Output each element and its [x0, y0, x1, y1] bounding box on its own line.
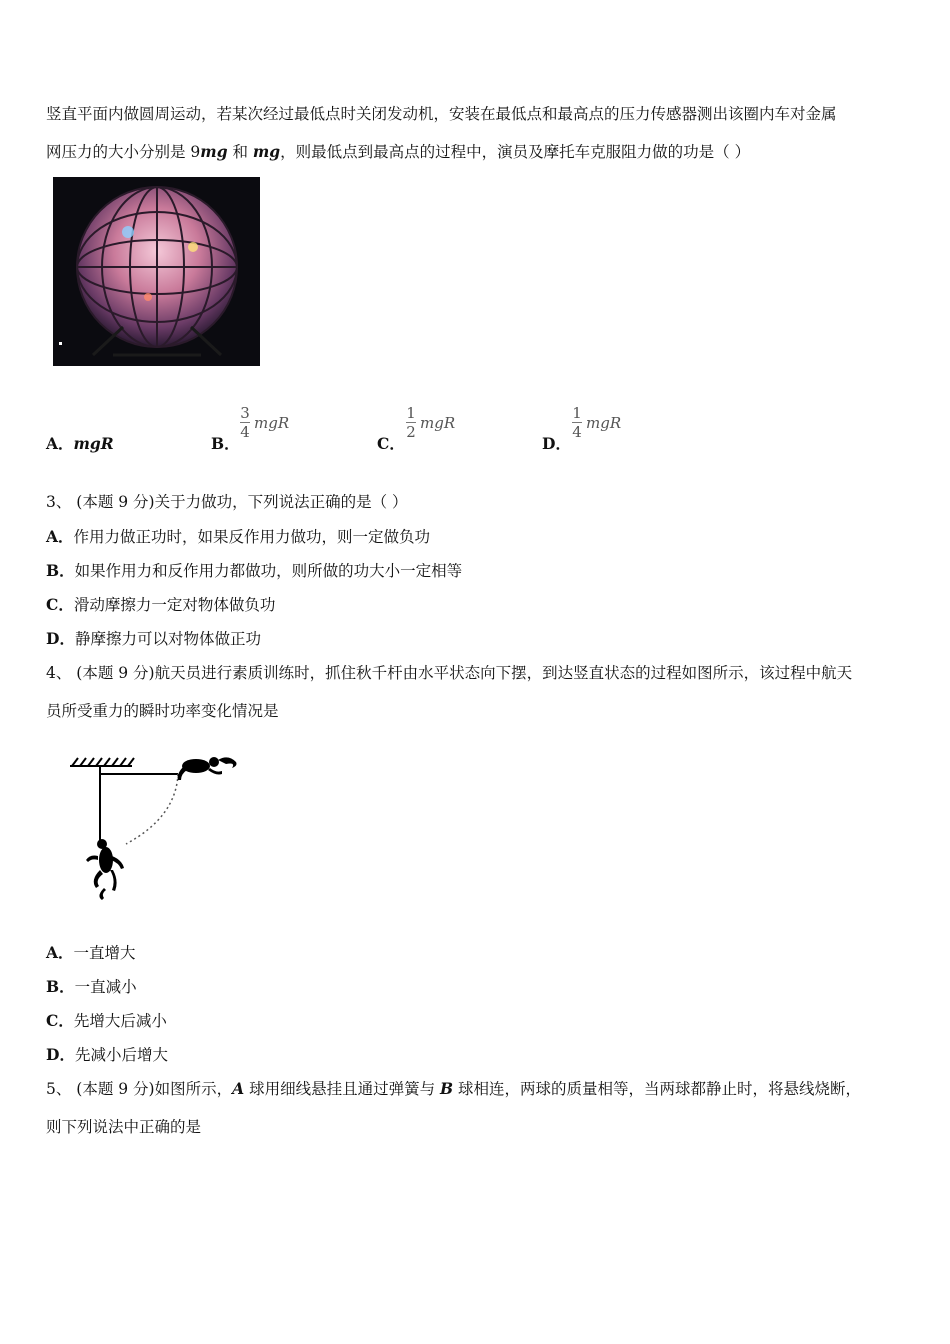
option-letter: D．: [46, 629, 75, 648]
option-letter: B．: [46, 977, 75, 996]
q2-line2-post: ，则最低点到最高点的过程中，演员及摩托车克服阻力做的功是（ ）: [280, 143, 751, 161]
option-letter: D．: [46, 1045, 75, 1064]
q5-ball-b: B: [440, 1079, 454, 1098]
option-text: 一直增大: [73, 944, 136, 962]
option-text: 静摩擦力可以对物体做正功: [74, 630, 261, 648]
globe-of-death-photo: [53, 177, 260, 366]
q3-option-a[interactable]: [46, 525, 430, 547]
q5-ball-a: A: [232, 1079, 245, 1098]
q5-stem-line2: 则下列说法中正确的是: [46, 1118, 202, 1136]
fraction-numerator: 1: [406, 404, 416, 422]
q2-line2-pre: 网压力的大小分别是 9: [46, 143, 201, 161]
q2-line2-mid: 和: [227, 143, 253, 161]
fraction-numerator: 3: [240, 404, 250, 422]
q2-option-a[interactable]: [46, 432, 114, 454]
q5-l1-mid: 球用细线悬挂且通过弹簧与: [244, 1080, 440, 1098]
q2-option-c-fraction: [406, 404, 455, 441]
fraction-denominator: 4: [572, 423, 582, 441]
q4-stem-line2: 员所受重力的瞬时功率变化情况是: [46, 702, 279, 720]
option-text: 作用力做正功时，如果反作用力做功，则一定做负功: [73, 528, 431, 546]
q2-stem-line1: 竖直平面内做圆周运动，若某次经过最低点时关闭发动机，安装在最低点和最高点的压力传感器测出该圈内车对金属: [46, 105, 837, 123]
option-letter: D．: [542, 434, 571, 453]
fraction-denominator: 2: [406, 423, 416, 441]
q2-stem-line2: [46, 140, 750, 162]
option-text: 如果作用力和反作用力都做功，则所做的功大小一定相等: [74, 562, 463, 580]
option-expression: mgR: [586, 413, 622, 432]
q2-option-d-label[interactable]: [542, 432, 571, 454]
q2-option-c-label[interactable]: [377, 432, 405, 454]
q4-option-d[interactable]: [46, 1043, 168, 1065]
q2-option-b-label[interactable]: [211, 432, 240, 454]
option-letter: C．: [46, 1011, 74, 1030]
option-letter: C．: [377, 434, 405, 453]
q4-option-a[interactable]: [46, 941, 136, 963]
option-expression: mgR: [254, 413, 290, 432]
option-text: 一直减小: [74, 978, 137, 996]
q5-stem-line1: [46, 1077, 861, 1099]
option-letter: A．: [46, 943, 74, 962]
q5-l1-post: 球相连，两球的质量相等，当两球都静止时，将悬线烧断，: [453, 1080, 862, 1098]
q4-stem-line1: 4、 (本题 9 分)航天员进行素质训练时，抓住秋千杆由水平状态向下摆，到达竖直状态的过程如图所示，该过程中航天: [46, 664, 853, 682]
q3-stem: 3、 (本题 9 分)关于力做功，下列说法正确的是（ ）: [46, 493, 408, 511]
fraction-numerator: 1: [572, 404, 582, 422]
option-letter: A．: [46, 434, 74, 453]
option-text: 先减小后增大: [74, 1046, 168, 1064]
q4-option-c[interactable]: [46, 1009, 167, 1031]
option-letter: A．: [46, 527, 74, 546]
q2-option-b-fraction: [240, 404, 289, 441]
option-text: 滑动摩擦力一定对物体做负功: [73, 596, 276, 614]
q3-option-b[interactable]: [46, 559, 462, 581]
fraction-denominator: 4: [240, 423, 250, 441]
q2-mg-1: mg: [200, 142, 228, 161]
option-letter: B．: [211, 434, 240, 453]
option-letter: C．: [46, 595, 74, 614]
q2-mg-2: mg: [252, 142, 281, 161]
q2-option-d-fraction: [572, 404, 621, 441]
swing-monkey-figure: [66, 752, 246, 902]
option-expression: mgR: [73, 434, 114, 453]
option-letter: B．: [46, 561, 75, 580]
q3-option-c[interactable]: [46, 593, 275, 615]
option-expression: mgR: [420, 413, 456, 432]
q3-option-d[interactable]: [46, 627, 261, 649]
q5-l1-pre: 5、 (本题 9 分)如图所示，: [46, 1080, 233, 1098]
option-text: 先增大后减小: [73, 1012, 167, 1030]
q4-option-b[interactable]: [46, 975, 137, 997]
